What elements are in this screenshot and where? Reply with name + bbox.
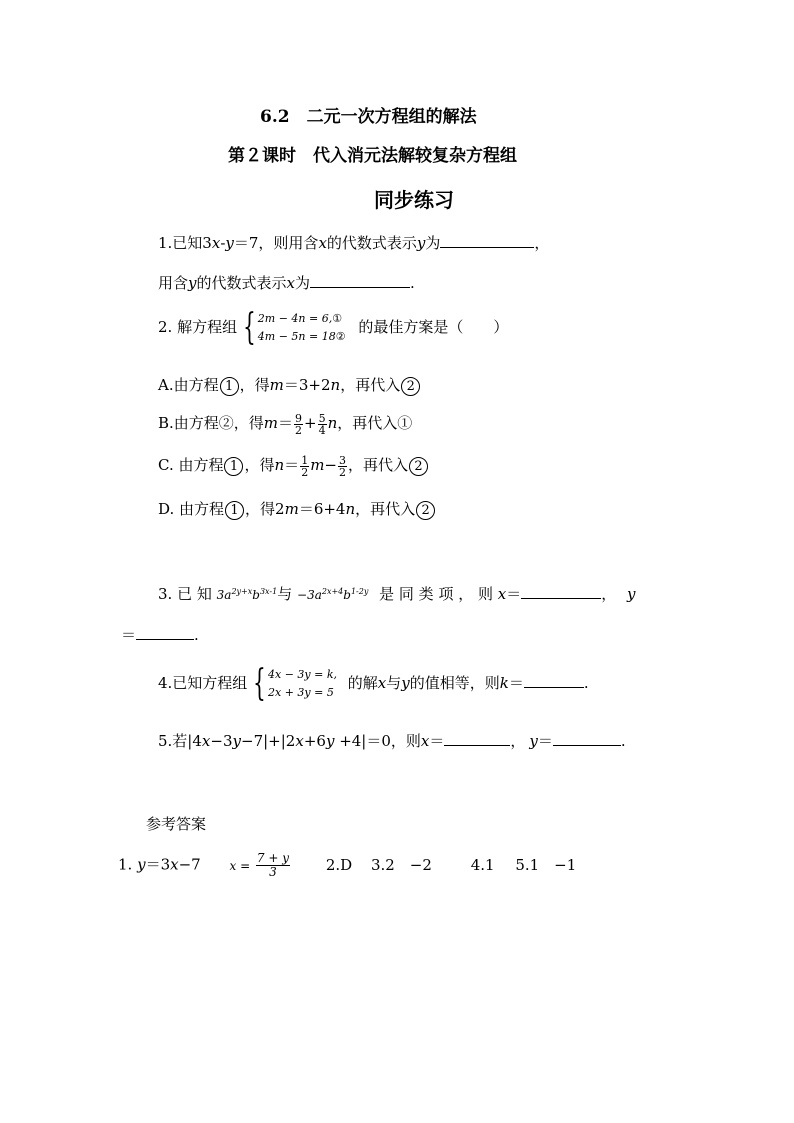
answer-blank[interactable] (136, 638, 194, 640)
answer-blank[interactable] (521, 597, 601, 599)
answers-title: 参考答案 (146, 815, 207, 833)
answer-blank[interactable] (524, 686, 584, 688)
lesson-title: 第２课时 代入消元法解较复杂方程组 (228, 146, 517, 166)
answer-blank[interactable] (553, 744, 621, 746)
option-d: D. 由方程 1 ，得2m＝6+4n，再代入 2 (158, 498, 436, 520)
option-b: B.由方程②，得m＝ $\frac{9}{2}$ + $\frac{5}{4}$ n，再代入① (158, 411, 413, 437)
practice-title: 同步练习 (374, 188, 454, 212)
equation-system: { 4x − 3y = k, 2x + 3y = 5 (253, 663, 337, 704)
question-1-line-2: 用含y的代数式表示x为 . (158, 274, 415, 292)
question-2: 2. 解方程组 { 2m − 4n = 6,① 4m − 5n = 18② 的最佳方案是（ ） (158, 307, 509, 348)
equation-system: { 2m − 4n = 6,① 4m − 5n = 18② (243, 307, 346, 348)
option-c: C. 由方程 1 ，得n＝ $\frac{1}{2}$ m− $\frac{3}{2}$ ，再代入 2 (158, 454, 429, 478)
question-3-line-1: 3. 已 知 $3a^{2y+x}b^{3x-1}$与 $-3a^{2x+4}b^{1-2y}$ 是 同 类 项 ， 则 x＝ ， y (158, 585, 636, 603)
section-title: 6.2 二元一次方程组的解法 (260, 107, 477, 127)
answer-line: 1. y＝3x−7 x = $\frac{7 + y}{3}$ 2.D 3.2 −2 4.1 5.1 −1 (118, 851, 577, 879)
answer-blank[interactable] (310, 286, 410, 288)
option-a: A.由方程 1 ，得m＝3+2n，再代入 2 (158, 374, 421, 396)
answer-blank[interactable] (440, 246, 534, 248)
question-5: 5.若|4x−3y−7|+|2x+6y +4|＝0，则x＝ ， y＝ . (158, 732, 626, 750)
question-1-line-1: 1.已知3x-y＝7，则用含x的代数式表示y为 ， (158, 234, 550, 252)
question-3-line-2: ＝ . (121, 626, 199, 644)
question-4: 4.已知方程组 { 4x − 3y = k, 2x + 3y = 5 的解x与y的值相等，则k＝ . (158, 663, 589, 704)
answer-blank[interactable] (444, 744, 510, 746)
